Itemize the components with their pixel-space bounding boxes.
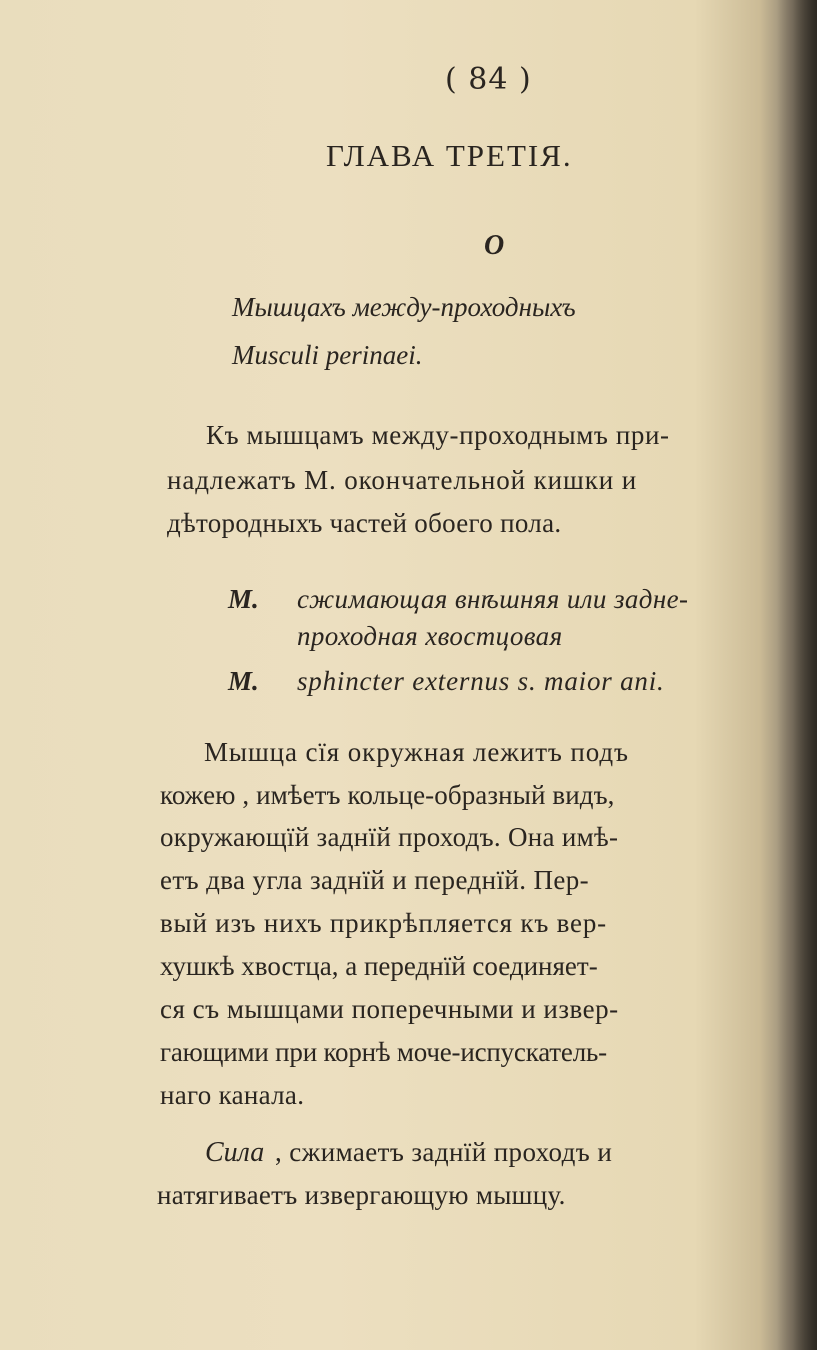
intro-line: надлежатъ М. окончательной кишки и xyxy=(167,465,638,495)
about-heading: О xyxy=(484,230,505,261)
force-line: натягиваетъ извергающую мышцу. xyxy=(157,1180,566,1210)
body-line: окружающїй заднїй проходъ. Она имѣ- xyxy=(160,822,619,852)
body-line: Мышца сїя окружная лежитъ подъ xyxy=(204,737,629,767)
muscle-name-line: проходная хвостцовая xyxy=(297,621,563,651)
muscle-label: М. xyxy=(228,584,259,614)
body-line: наго канала. xyxy=(160,1080,305,1110)
body-line: гающими при корнѣ моче-испускатель- xyxy=(160,1037,607,1067)
body-line: ся съ мышцами поперечными и извер- xyxy=(160,994,619,1024)
subtitle-russian: Мышцахъ между-проходныхъ xyxy=(232,292,576,322)
muscle-latin-name: sphincter externus s. maior ani. xyxy=(297,666,665,696)
body-line: кожею , имѣетъ кольце-образный видъ, xyxy=(160,780,615,810)
force-line: , сжимаетъ заднїй проходъ и xyxy=(275,1137,613,1167)
body-line: хушкѣ хвостца, а переднїй соединяет- xyxy=(160,951,598,981)
muscle-label: М. xyxy=(228,666,259,696)
intro-line: Къ мышцамъ между-проходнымъ при- xyxy=(206,420,670,450)
body-line: етъ два угла заднїй и переднїй. Пер- xyxy=(160,865,590,895)
subtitle-latin: Musculi perinaei. xyxy=(232,340,423,370)
body-line: вый изъ нихъ прикрѣпляется къ вер- xyxy=(160,908,607,938)
page-number: ( 84 ) xyxy=(445,62,532,97)
intro-line: дѣтородныхъ частей обоего пола. xyxy=(167,508,562,538)
chapter-title: ГЛАВА ТРЕТІЯ. xyxy=(326,138,573,173)
force-label: Сила xyxy=(205,1137,265,1168)
page-edge-shadow xyxy=(777,0,817,1350)
muscle-name-line: сжимающая внѣшняя или задне- xyxy=(297,584,689,614)
